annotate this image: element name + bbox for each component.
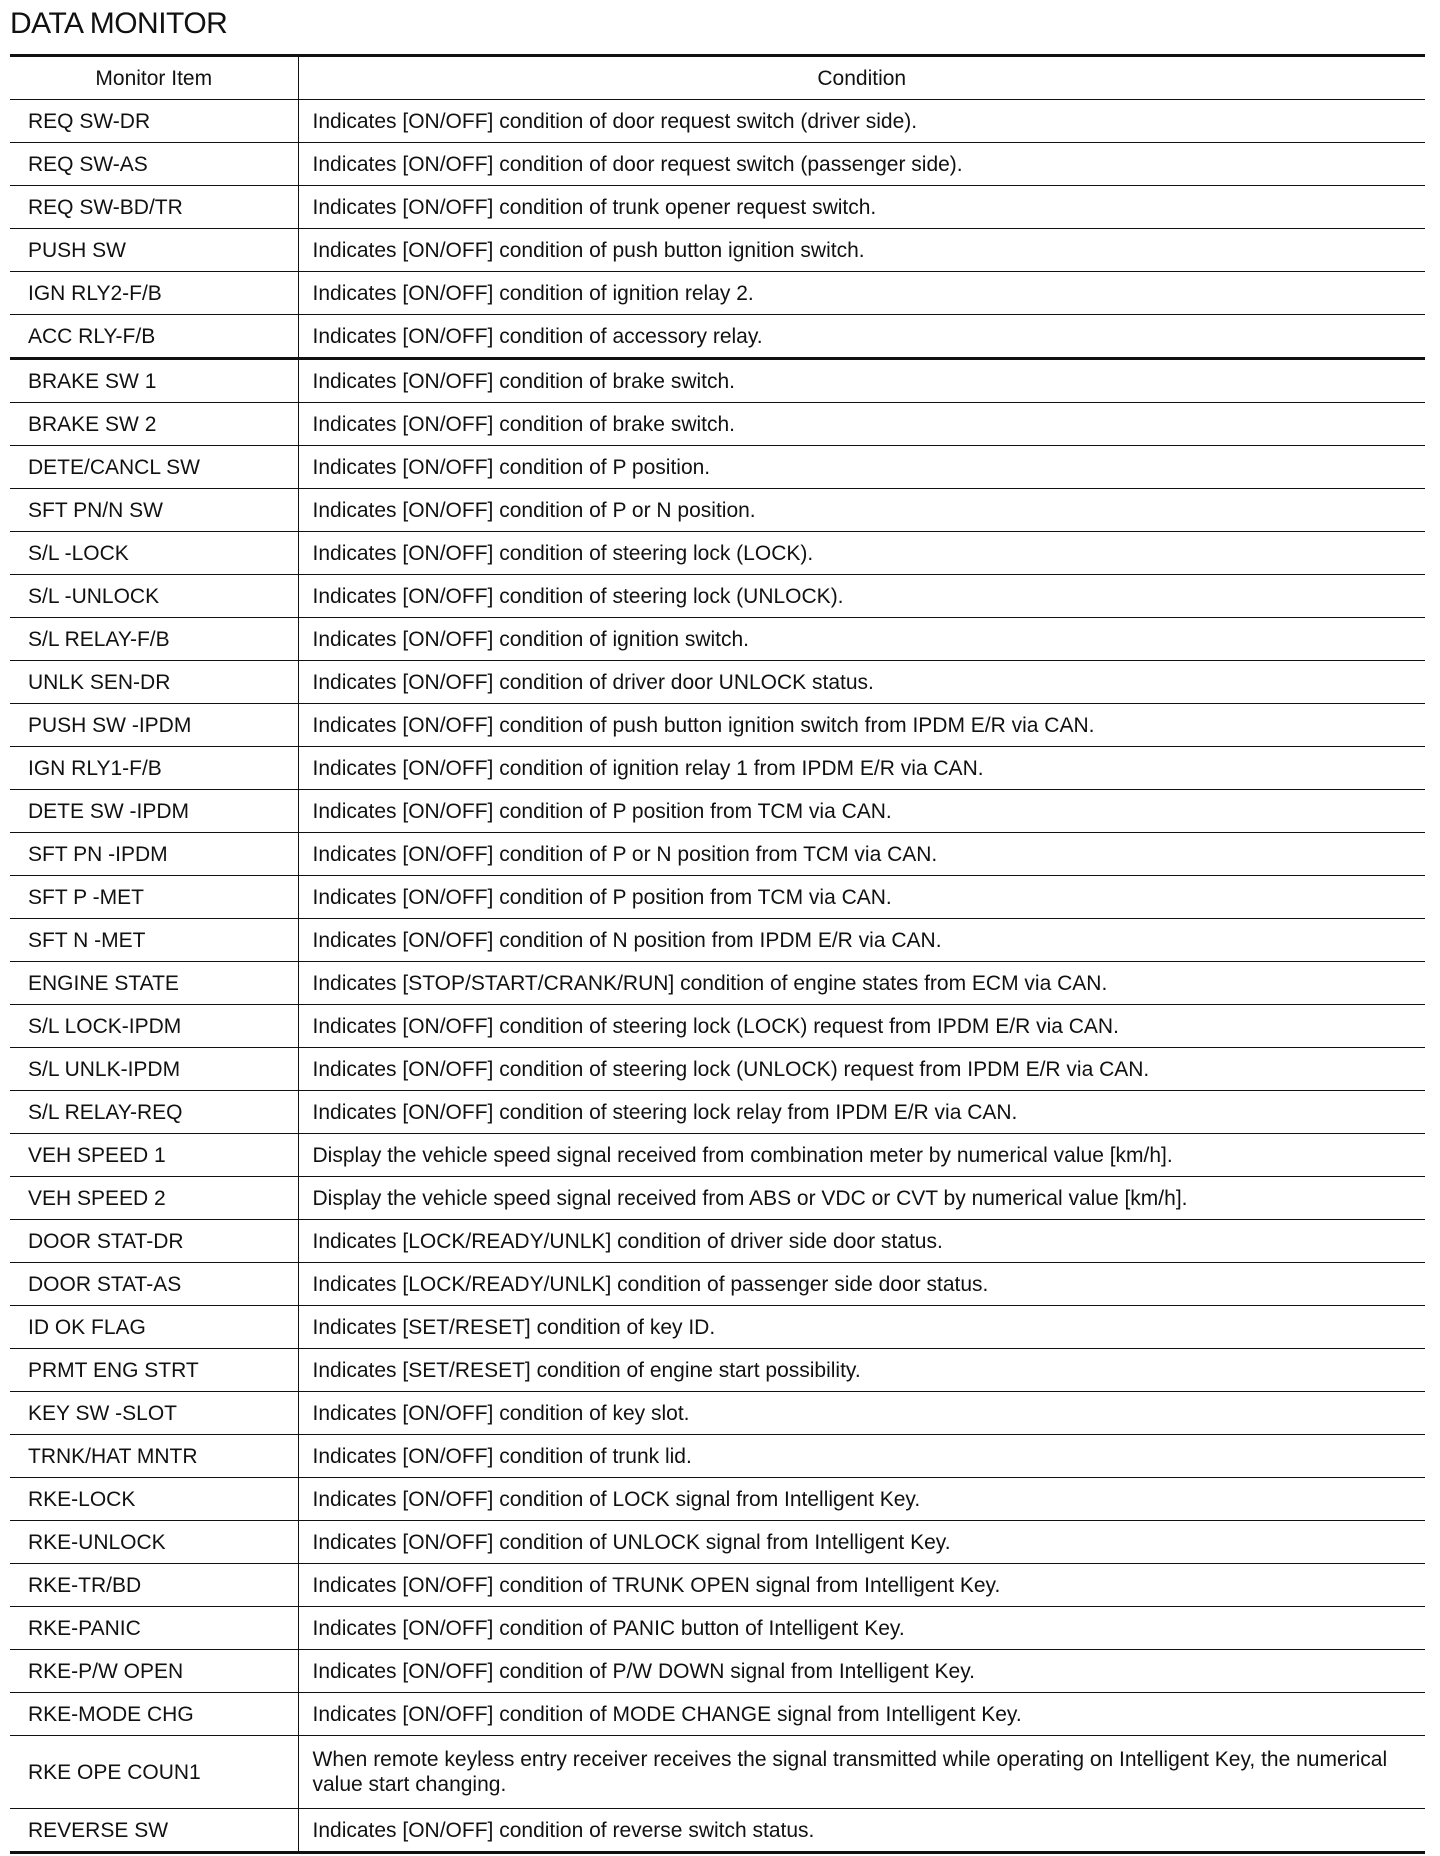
monitor-item-cell: S/L UNLK-IPDM [10,1048,298,1091]
table-row [10,1736,1425,1809]
page-title: DATA MONITOR [10,7,228,40]
condition-cell: Indicates [ON/OFF] condition of ignition relay 1 from IPDM E/R via CAN. [298,747,1425,790]
table-header-row [10,56,1425,100]
monitor-item-cell: REVERSE SW [10,1809,298,1853]
condition-cell: Indicates [ON/OFF] condition of ignition relay 2. [298,272,1425,315]
monitor-item-cell: S/L -LOCK [10,532,298,575]
monitor-item-cell: RKE-LOCK [10,1478,298,1521]
table-body [10,100,1425,1853]
monitor-item-cell: RKE-UNLOCK [10,1521,298,1564]
condition-cell: Indicates [ON/OFF] condition of door request switch (driver side). [298,100,1425,143]
condition-cell: Indicates [ON/OFF] condition of steering lock (LOCK). [298,532,1425,575]
table-row [10,1134,1425,1177]
table-row [10,1607,1425,1650]
monitor-item-cell: S/L RELAY-REQ [10,1091,298,1134]
condition-cell: Indicates [ON/OFF] condition of reverse switch status. [298,1809,1425,1853]
monitor-item-cell: PRMT ENG STRT [10,1349,298,1392]
table-row [10,1306,1425,1349]
table-row [10,919,1425,962]
condition-cell: Indicates [ON/OFF] condition of steering lock (LOCK) request from IPDM E/R via CAN. [298,1005,1425,1048]
condition-cell: Indicates [ON/OFF] condition of P position from TCM via CAN. [298,790,1425,833]
table-row [10,1177,1425,1220]
monitor-item-cell: REQ SW-AS [10,143,298,186]
table-row [10,143,1425,186]
monitor-item-cell: DETE/CANCL SW [10,446,298,489]
table-row [10,1521,1425,1564]
table-row [10,1263,1425,1306]
table-row [10,403,1425,446]
table-row [10,186,1425,229]
table-row [10,272,1425,315]
monitor-item-cell: RKE-MODE CHG [10,1693,298,1736]
monitor-item-cell: RKE-P/W OPEN [10,1650,298,1693]
condition-cell: Indicates [ON/OFF] condition of steering lock (UNLOCK) request from IPDM E/R via CAN. [298,1048,1425,1091]
table-row [10,1091,1425,1134]
condition-cell: Indicates [SET/RESET] condition of key ID. [298,1306,1425,1349]
monitor-item-cell: ACC RLY-F/B [10,315,298,359]
condition-cell: Indicates [ON/OFF] condition of P/W DOWN signal from Intelligent Key. [298,1650,1425,1693]
table-row [10,747,1425,790]
table-row [10,790,1425,833]
condition-cell: Indicates [ON/OFF] condition of steering lock (UNLOCK). [298,575,1425,618]
monitor-item-cell: S/L -UNLOCK [10,575,298,618]
condition-cell: Indicates [ON/OFF] condition of brake switch. [298,403,1425,446]
table-row [10,229,1425,272]
condition-cell: Indicates [ON/OFF] condition of LOCK signal from Intelligent Key. [298,1478,1425,1521]
monitor-item-cell: VEH SPEED 2 [10,1177,298,1220]
condition-cell: Indicates [ON/OFF] condition of P position from TCM via CAN. [298,876,1425,919]
condition-cell: Indicates [ON/OFF] condition of push button ignition switch from IPDM E/R via CAN. [298,704,1425,747]
table-row [10,100,1425,143]
table-row [10,704,1425,747]
condition-cell: Indicates [ON/OFF] condition of door request switch (passenger side). [298,143,1425,186]
monitor-item-cell: BRAKE SW 1 [10,359,298,403]
monitor-item-cell: REQ SW-BD/TR [10,186,298,229]
table-row [10,876,1425,919]
table-row [10,1048,1425,1091]
monitor-item-cell: ENGINE STATE [10,962,298,1005]
monitor-item-cell: VEH SPEED 1 [10,1134,298,1177]
table-row [10,532,1425,575]
table-row [10,962,1425,1005]
condition-cell: Indicates [SET/RESET] condition of engine start possibility. [298,1349,1425,1392]
condition-cell: Indicates [ON/OFF] condition of PANIC button of Intelligent Key. [298,1607,1425,1650]
monitor-item-cell: SFT N -MET [10,919,298,962]
table-row [10,1220,1425,1263]
monitor-item-cell: TRNK/HAT MNTR [10,1435,298,1478]
table-row [10,1564,1425,1607]
condition-cell: Indicates [LOCK/READY/UNLK] condition of passenger side door status. [298,1263,1425,1306]
table-row [10,1809,1425,1853]
monitor-item-cell: SFT PN -IPDM [10,833,298,876]
condition-cell: Indicates [ON/OFF] condition of MODE CHANGE signal from Intelligent Key. [298,1693,1425,1736]
table-row [10,1693,1425,1736]
table-row [10,1005,1425,1048]
condition-cell: Indicates [LOCK/READY/UNLK] condition of driver side door status. [298,1220,1425,1263]
column-header-monitor-item: Monitor Item [10,56,298,100]
monitor-item-cell: RKE-PANIC [10,1607,298,1650]
monitor-item-cell: S/L RELAY-F/B [10,618,298,661]
monitor-item-cell: REQ SW-DR [10,100,298,143]
monitor-item-cell: KEY SW -SLOT [10,1392,298,1435]
table-row [10,575,1425,618]
monitor-item-cell: IGN RLY1-F/B [10,747,298,790]
condition-cell: Indicates [ON/OFF] condition of P position. [298,446,1425,489]
condition-cell: When remote keyless entry receiver receives the signal transmitted while operating on Intelligent Key, the numerical value start changing. [298,1736,1425,1809]
table-row [10,315,1425,359]
table-row [10,489,1425,532]
monitor-item-cell: S/L LOCK-IPDM [10,1005,298,1048]
table-row [10,359,1425,403]
monitor-item-cell: ID OK FLAG [10,1306,298,1349]
condition-cell: Display the vehicle speed signal received from combination meter by numerical value [km/h]. [298,1134,1425,1177]
condition-cell: Indicates [ON/OFF] condition of UNLOCK signal from Intelligent Key. [298,1521,1425,1564]
condition-cell: Indicates [ON/OFF] condition of N position from IPDM E/R via CAN. [298,919,1425,962]
condition-cell: Indicates [ON/OFF] condition of ignition switch. [298,618,1425,661]
condition-cell: Indicates [ON/OFF] condition of accessory relay. [298,315,1425,359]
condition-cell: Indicates [ON/OFF] condition of trunk lid. [298,1435,1425,1478]
condition-cell: Indicates [ON/OFF] condition of trunk opener request switch. [298,186,1425,229]
monitor-item-cell: IGN RLY2-F/B [10,272,298,315]
monitor-item-cell: SFT PN/N SW [10,489,298,532]
monitor-item-cell: SFT P -MET [10,876,298,919]
table-row [10,661,1425,704]
monitor-item-cell: DETE SW -IPDM [10,790,298,833]
monitor-item-cell: RKE-TR/BD [10,1564,298,1607]
table-row [10,1392,1425,1435]
condition-cell: Indicates [ON/OFF] condition of key slot. [298,1392,1425,1435]
table-row [10,833,1425,876]
monitor-item-cell: BRAKE SW 2 [10,403,298,446]
condition-cell: Indicates [ON/OFF] condition of P or N position from TCM via CAN. [298,833,1425,876]
table-row [10,1478,1425,1521]
condition-cell: Indicates [STOP/START/CRANK/RUN] condition of engine states from ECM via CAN. [298,962,1425,1005]
table-row [10,446,1425,489]
monitor-item-cell: RKE OPE COUN1 [10,1736,298,1809]
monitor-item-cell: PUSH SW -IPDM [10,704,298,747]
table-row [10,618,1425,661]
table-row [10,1435,1425,1478]
condition-cell: Indicates [ON/OFF] condition of driver door UNLOCK status. [298,661,1425,704]
condition-cell: Display the vehicle speed signal received from ABS or VDC or CVT by numerical value [km/h]. [298,1177,1425,1220]
condition-cell: Indicates [ON/OFF] condition of TRUNK OPEN signal from Intelligent Key. [298,1564,1425,1607]
column-header-condition: Condition [298,56,1425,100]
monitor-item-cell: DOOR STAT-DR [10,1220,298,1263]
monitor-item-cell: DOOR STAT-AS [10,1263,298,1306]
condition-cell: Indicates [ON/OFF] condition of P or N position. [298,489,1425,532]
table-row [10,1650,1425,1693]
monitor-item-cell: UNLK SEN-DR [10,661,298,704]
monitor-item-cell: PUSH SW [10,229,298,272]
condition-cell: Indicates [ON/OFF] condition of push button ignition switch. [298,229,1425,272]
condition-cell: Indicates [ON/OFF] condition of steering lock relay from IPDM E/R via CAN. [298,1091,1425,1134]
data-monitor-table [10,54,1425,1854]
table-row [10,1349,1425,1392]
condition-cell: Indicates [ON/OFF] condition of brake switch. [298,359,1425,403]
